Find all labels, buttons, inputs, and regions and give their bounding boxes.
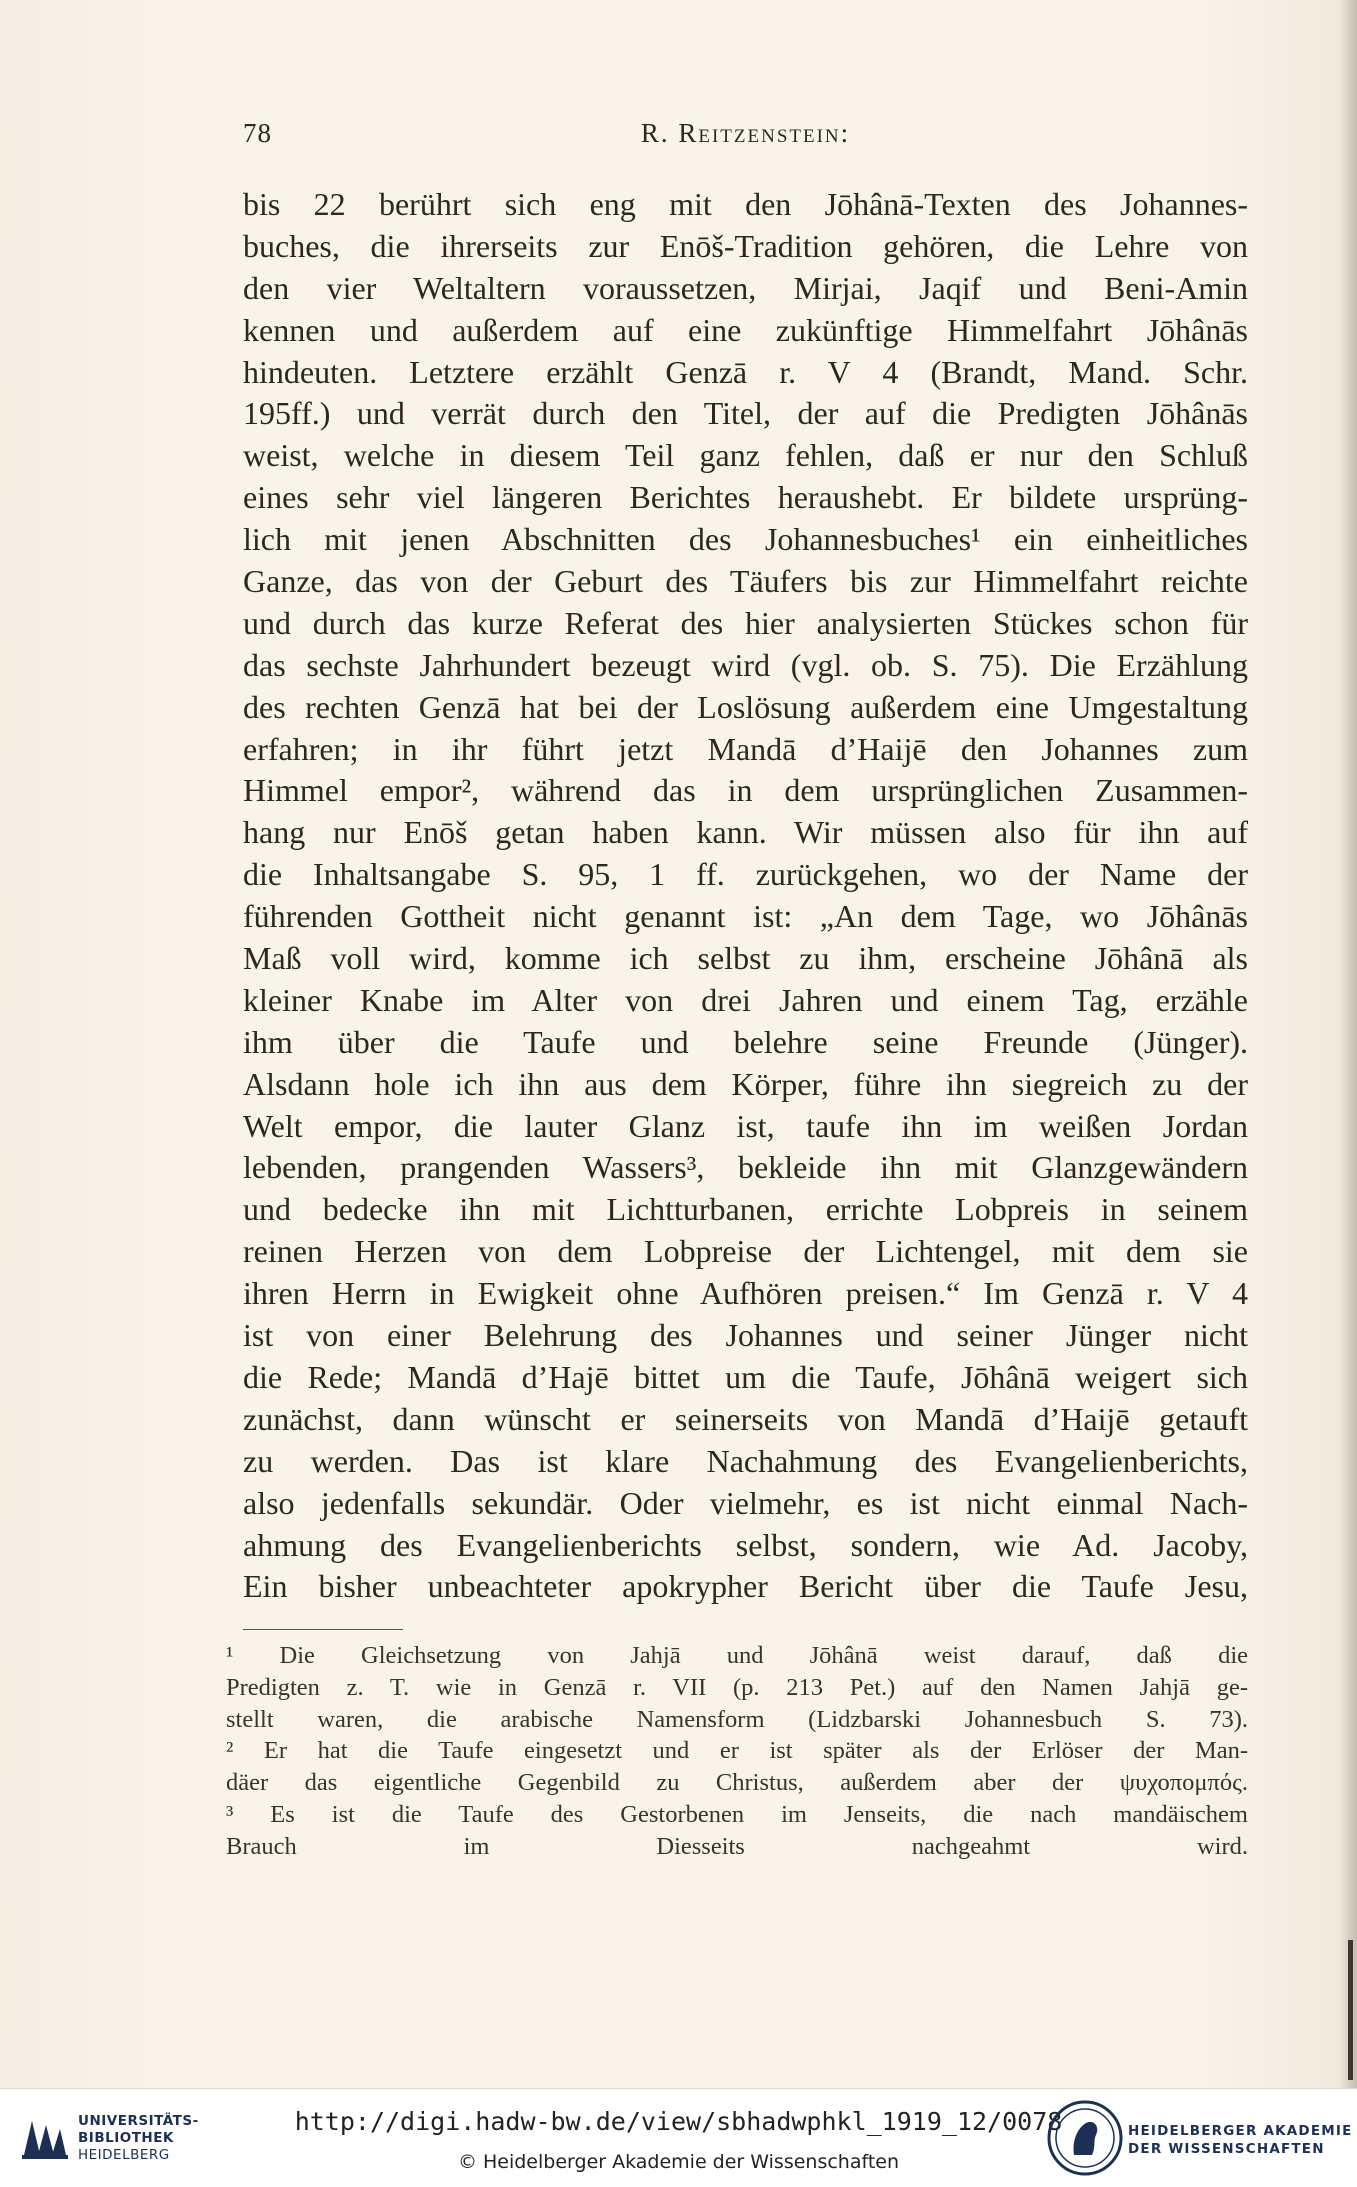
footnote-line: ³ Es ist die Taufe des Gestorbenen im Jenseits, die nach mandäischem — [226, 1800, 1248, 1828]
academy-seal-icon — [1046, 2099, 1124, 2181]
body-text-line: kleiner Knabe im Alter von drei Jahren und einem Tag, erzähle — [243, 981, 1248, 1018]
footnotes — [226, 1640, 1248, 1863]
body-text-line: hang nur Enōš getan haben kann. Wir müssen also für ihn auf — [243, 814, 1248, 851]
body-text-line: Maß voll wird, komme ich selbst zu ihm, erscheine Jōhânā als — [243, 940, 1248, 977]
page-header — [243, 118, 1248, 158]
footnote-line: däer das eigentliche Gegenbild zu Christus, außerdem aber der ψυχοπομπός. — [226, 1769, 1248, 1797]
page-edge-mark — [1348, 1940, 1353, 2080]
body-text-line: und bedecke ihn mit Lichtturbanen, errichte Lobpreis in seinem — [243, 1191, 1248, 1228]
running-head: R. Reitzenstein: — [640, 118, 851, 148]
body-text-line: die Rede; Mandā d’Hajē bittet um die Taufe, Jōhânā weigert sich — [243, 1358, 1248, 1395]
body-text-line: 195ff.) und verrät durch den Titel, der auf die Predigten Jōhânās — [243, 395, 1248, 432]
academy-line-2: DER WISSENSCHAFTEN — [1128, 2141, 1325, 2157]
footnote-line: ¹ Die Gleichsetzung von Jahjā und Jōhânā weist darauf, daß die — [226, 1642, 1248, 1669]
body-text-line: und durch das kurze Referat des hier analysierten Stückes schon für — [243, 604, 1248, 641]
body-text-line: also jedenfalls sekundär. Oder vielmehr, es ist nicht einmal Nach- — [243, 1484, 1248, 1521]
footnote-line: Predigten z. T. wie in Genzā r. VII (p. 213 Pet.) auf den Namen Jahjā ge- — [226, 1673, 1248, 1701]
body-text-line: Alsdann hole ich ihn aus dem Körper, führe ihn siegreich zu der — [243, 1065, 1248, 1102]
body-text-line: den vier Weltaltern voraussetzen, Mirjai, Jaqif und Beni-Amin — [243, 269, 1248, 306]
footer-bar — [0, 2088, 1357, 2187]
body-text-line: ihm über die Taufe und belehre seine Freunde (Jünger). — [243, 1023, 1248, 1060]
body-text-line: bis 22 berührt sich eng mit den Jōhânā-Texten des Johannes- — [243, 186, 1248, 222]
footnote-line: Brauch im Diesseits nachgeahmt wird. — [226, 1832, 1248, 1860]
copyright-notice: © Heidelberger Akademie der Wissenschaften — [457, 2151, 900, 2173]
body-text-line: Welt empor, die lauter Glanz ist, taufe ihn im weißen Jordan — [243, 1107, 1248, 1144]
library-line-1: UNIVERSITÄTS- — [78, 2113, 199, 2129]
body-text-line: weist, welche in diesem Teil ganz fehlen, daß er nur den Schluß — [243, 437, 1248, 474]
body-text-line: buches, die ihrerseits zur Enōš-Tradition gehören, die Lehre von — [243, 227, 1248, 264]
body-text — [243, 184, 1248, 1608]
permalink-url[interactable]: http://digi.hadw-bw.de/view/sbhadwphkl_1919_12/0078 — [294, 2107, 1063, 2136]
academy-line-1: HEIDELBERGER AKADEMIE — [1128, 2123, 1353, 2139]
body-text-line: kennen und außerdem auf eine zukünftige Himmelfahrt Jōhânās — [243, 311, 1248, 348]
body-text-line: die Inhaltsangabe S. 95, 1 ff. zurückgehen, wo der Name der — [243, 856, 1248, 893]
body-text-line: zunächst, dann wünscht er seinerseits von Mandā d’Haijē getauft — [243, 1400, 1248, 1437]
footnote-line: stellt waren, die arabische Namensform (Lidzbarski Johannesbuch S. 73). — [226, 1705, 1248, 1733]
body-text-line: erfahren; in ihr führt jetzt Mandā d’Haijē den Johannes zum — [243, 730, 1248, 767]
body-text-line: Himmel empor², während das in dem ursprünglichen Zusammen- — [243, 772, 1248, 809]
body-text-line: eines sehr viel längeren Berichtes heraushebt. Er bildete ursprüng- — [243, 479, 1248, 516]
footnote-line: ² Er hat die Taufe eingesetzt und er ist später als der Erlöser der Man- — [226, 1737, 1248, 1765]
body-text-line: führenden Gottheit nicht genannt ist: „An dem Tage, wo Jōhânās — [243, 898, 1248, 935]
body-text-line: zu werden. Das ist klare Nachahmung des Evangelienberichts, — [243, 1442, 1248, 1479]
body-text-line: ahmung des Evangelienberichts selbst, sondern, wie Ad. Jacoby, — [243, 1526, 1248, 1563]
library-line-3: HEIDELBERG — [78, 2147, 170, 2163]
body-text-line: Ganze, das von der Geburt des Täufers bis zur Himmelfahrt reichte — [243, 563, 1248, 600]
body-text-line: hindeuten. Letztere erzählt Genzā r. V 4 (Brandt, Mand. Schr. — [243, 353, 1248, 390]
page-number: 78 — [243, 118, 272, 148]
body-text-line: des rechten Genzā hat bei der Loslösung außerdem eine Umgestaltung — [243, 688, 1248, 725]
body-text-line: reinen Herzen von dem Lobpreise der Lichtengel, mit dem sie — [243, 1233, 1248, 1270]
body-text-line: ihren Herrn in Ewigkeit ohne Aufhören preisen.“ Im Genzā r. V 4 — [243, 1275, 1248, 1312]
body-text-line: das sechste Jahrhundert bezeugt wird (vgl. ob. S. 75). Die Erzählung — [243, 646, 1248, 683]
academy-name — [1128, 2122, 1353, 2158]
body-text-line: lebenden, prangenden Wassers³, bekleide ihn mit Glanzgewändern — [243, 1149, 1248, 1186]
body-text-line: Ein bisher unbeachteter apokrypher Bericht über die Taufe Jesu, — [243, 1568, 1248, 1605]
library-line-2: BIBLIOTHEK — [78, 2130, 174, 2146]
page-edge-shadow — [1339, 0, 1357, 2088]
body-text-line: lich mit jenen Abschnitten des Johannesbuches¹ ein einheitliches — [243, 521, 1248, 558]
footnote-rule — [243, 1629, 403, 1630]
body-text-line: ist von einer Belehrung des Johannes und seiner Jünger nicht — [243, 1317, 1248, 1354]
